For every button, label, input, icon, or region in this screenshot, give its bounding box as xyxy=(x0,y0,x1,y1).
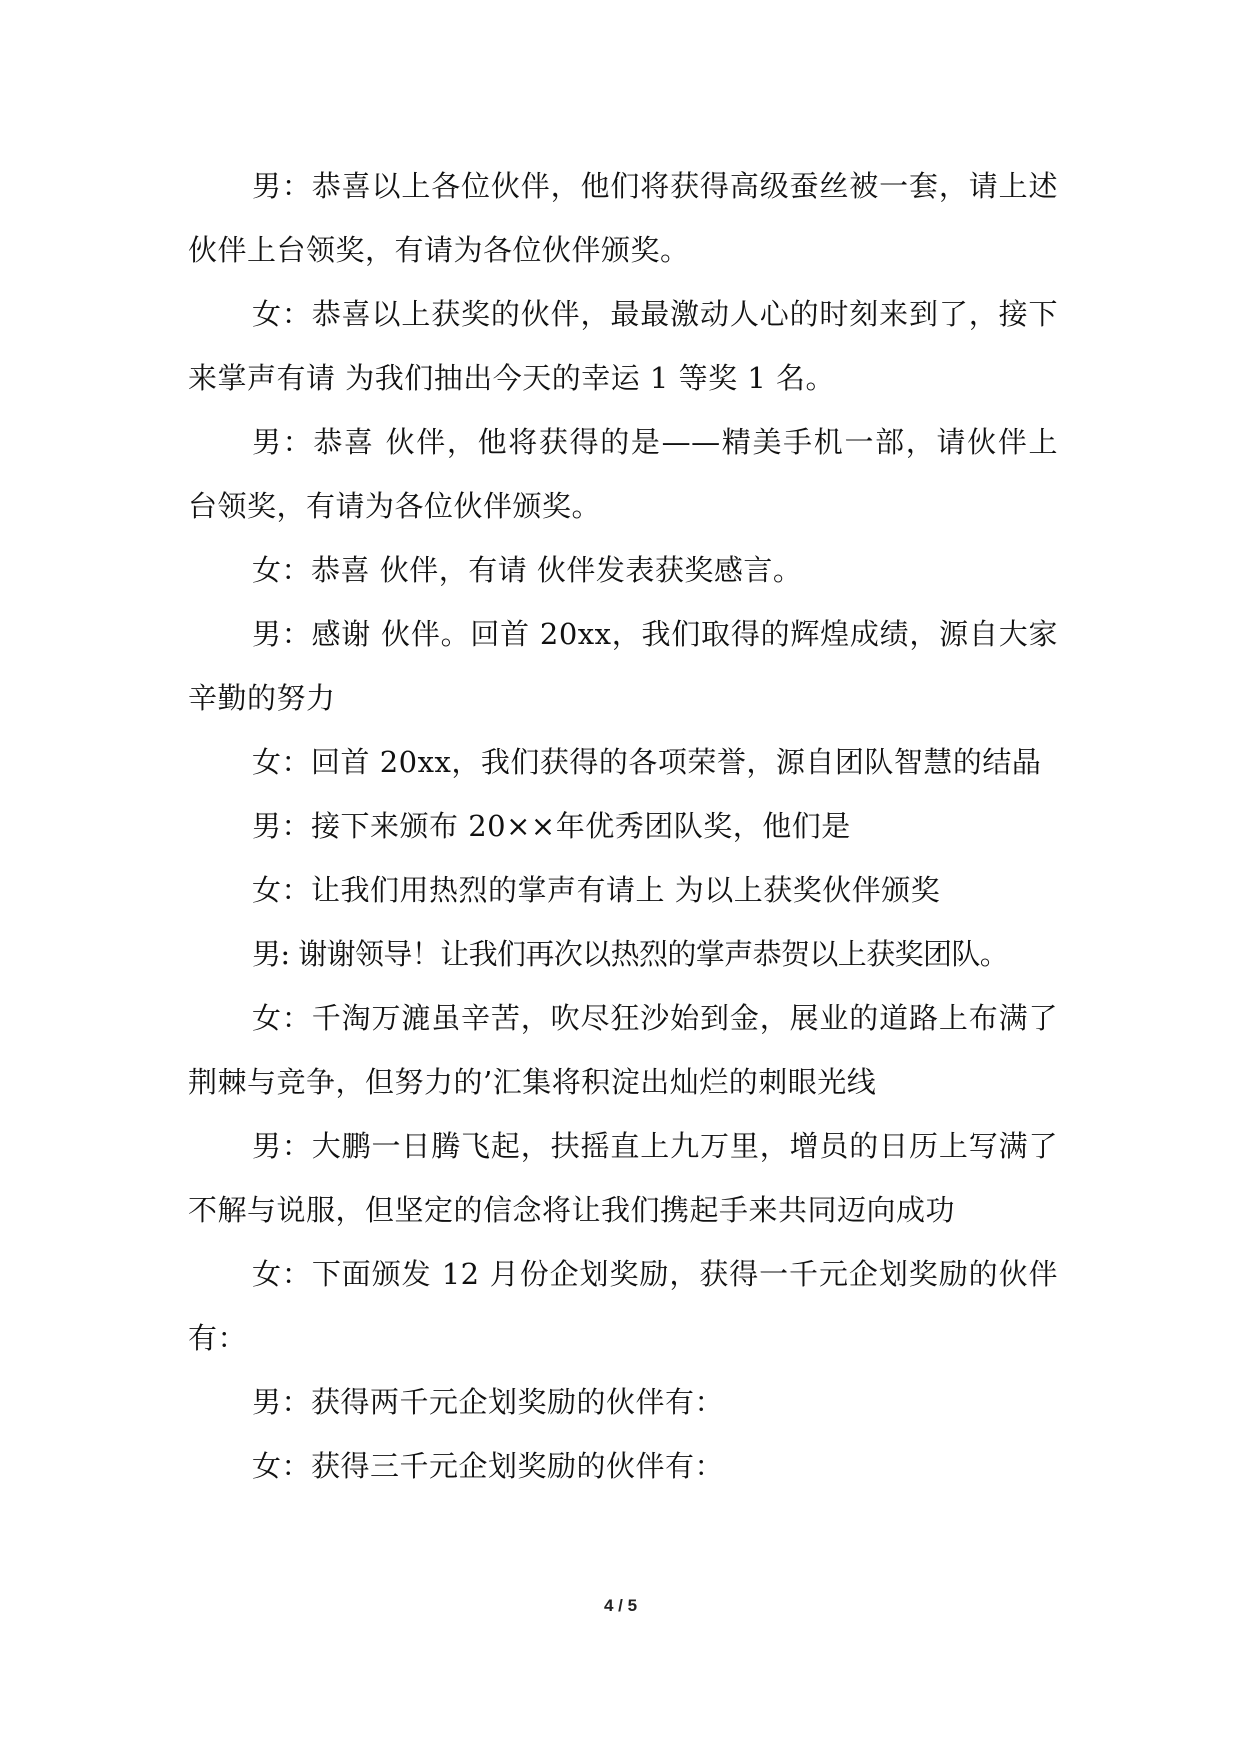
paragraph-14: 女：获得三千元企划奖励的伙伴有： xyxy=(252,1449,725,1483)
paragraph-5: 男：感谢 伙伴。回首 20xx，我们取得的辉煌成绩，源自大家辛勤的努力 xyxy=(188,617,1058,715)
paragraph-11: 男：大鹏一日腾飞起，扶摇直上九万里，增员的日历上写满了不解与说服，但坚定的信念将让我们携起手来共同迈向成功 xyxy=(188,1129,1058,1227)
paragraph-7: 男：接下来颁布 20××年优秀团队奖，他们是 xyxy=(252,809,851,843)
paragraph-12: 女：下面颁发 12 月份企划奖励，获得一千元企划奖励的伙伴有： xyxy=(188,1257,1058,1355)
paragraph-10: 女：千淘万漉虽辛苦，吹尽狂沙始到金，展业的道路上布满了荆棘与竞争，但努力的’汇集将积淀出灿烂的刺眼光线 xyxy=(188,1001,1058,1099)
page-number: 4 / 5 xyxy=(603,1596,638,1615)
paragraph-9: 男: 谢谢领导！让我们再次以热烈的掌声恭贺以上获奖团队。 xyxy=(252,937,1009,971)
paragraph-3: 男：恭喜 伙伴，他将获得的是——精美手机一部，请伙伴上台领奖，有请为各位伙伴颁奖。 xyxy=(188,425,1058,523)
document-body xyxy=(188,154,1058,1498)
paragraph-4: 女：恭喜 伙伴，有请 伙伴发表获奖感言。 xyxy=(252,553,803,587)
paragraph-2: 女：恭喜以上获奖的伙伴，最最激动人心的时刻来到了，接下来掌声有请 为我们抽出今天的幸运 1 等奖 1 名。 xyxy=(188,297,1058,395)
paragraph-13: 男：获得两千元企划奖励的伙伴有： xyxy=(252,1385,725,1419)
paragraph-1: 男：恭喜以上各位伙伴，他们将获得高级蚕丝被一套，请上述伙伴上台领奖，有请为各位伙伴颁奖。 xyxy=(188,169,1058,267)
paragraph-6: 女：回首 20xx，我们获得的各项荣誉，源自团队智慧的结晶 xyxy=(252,745,1042,779)
paragraph-8: 女：让我们用热烈的掌声有请上 为以上获奖伙伴颁奖 xyxy=(252,873,941,907)
